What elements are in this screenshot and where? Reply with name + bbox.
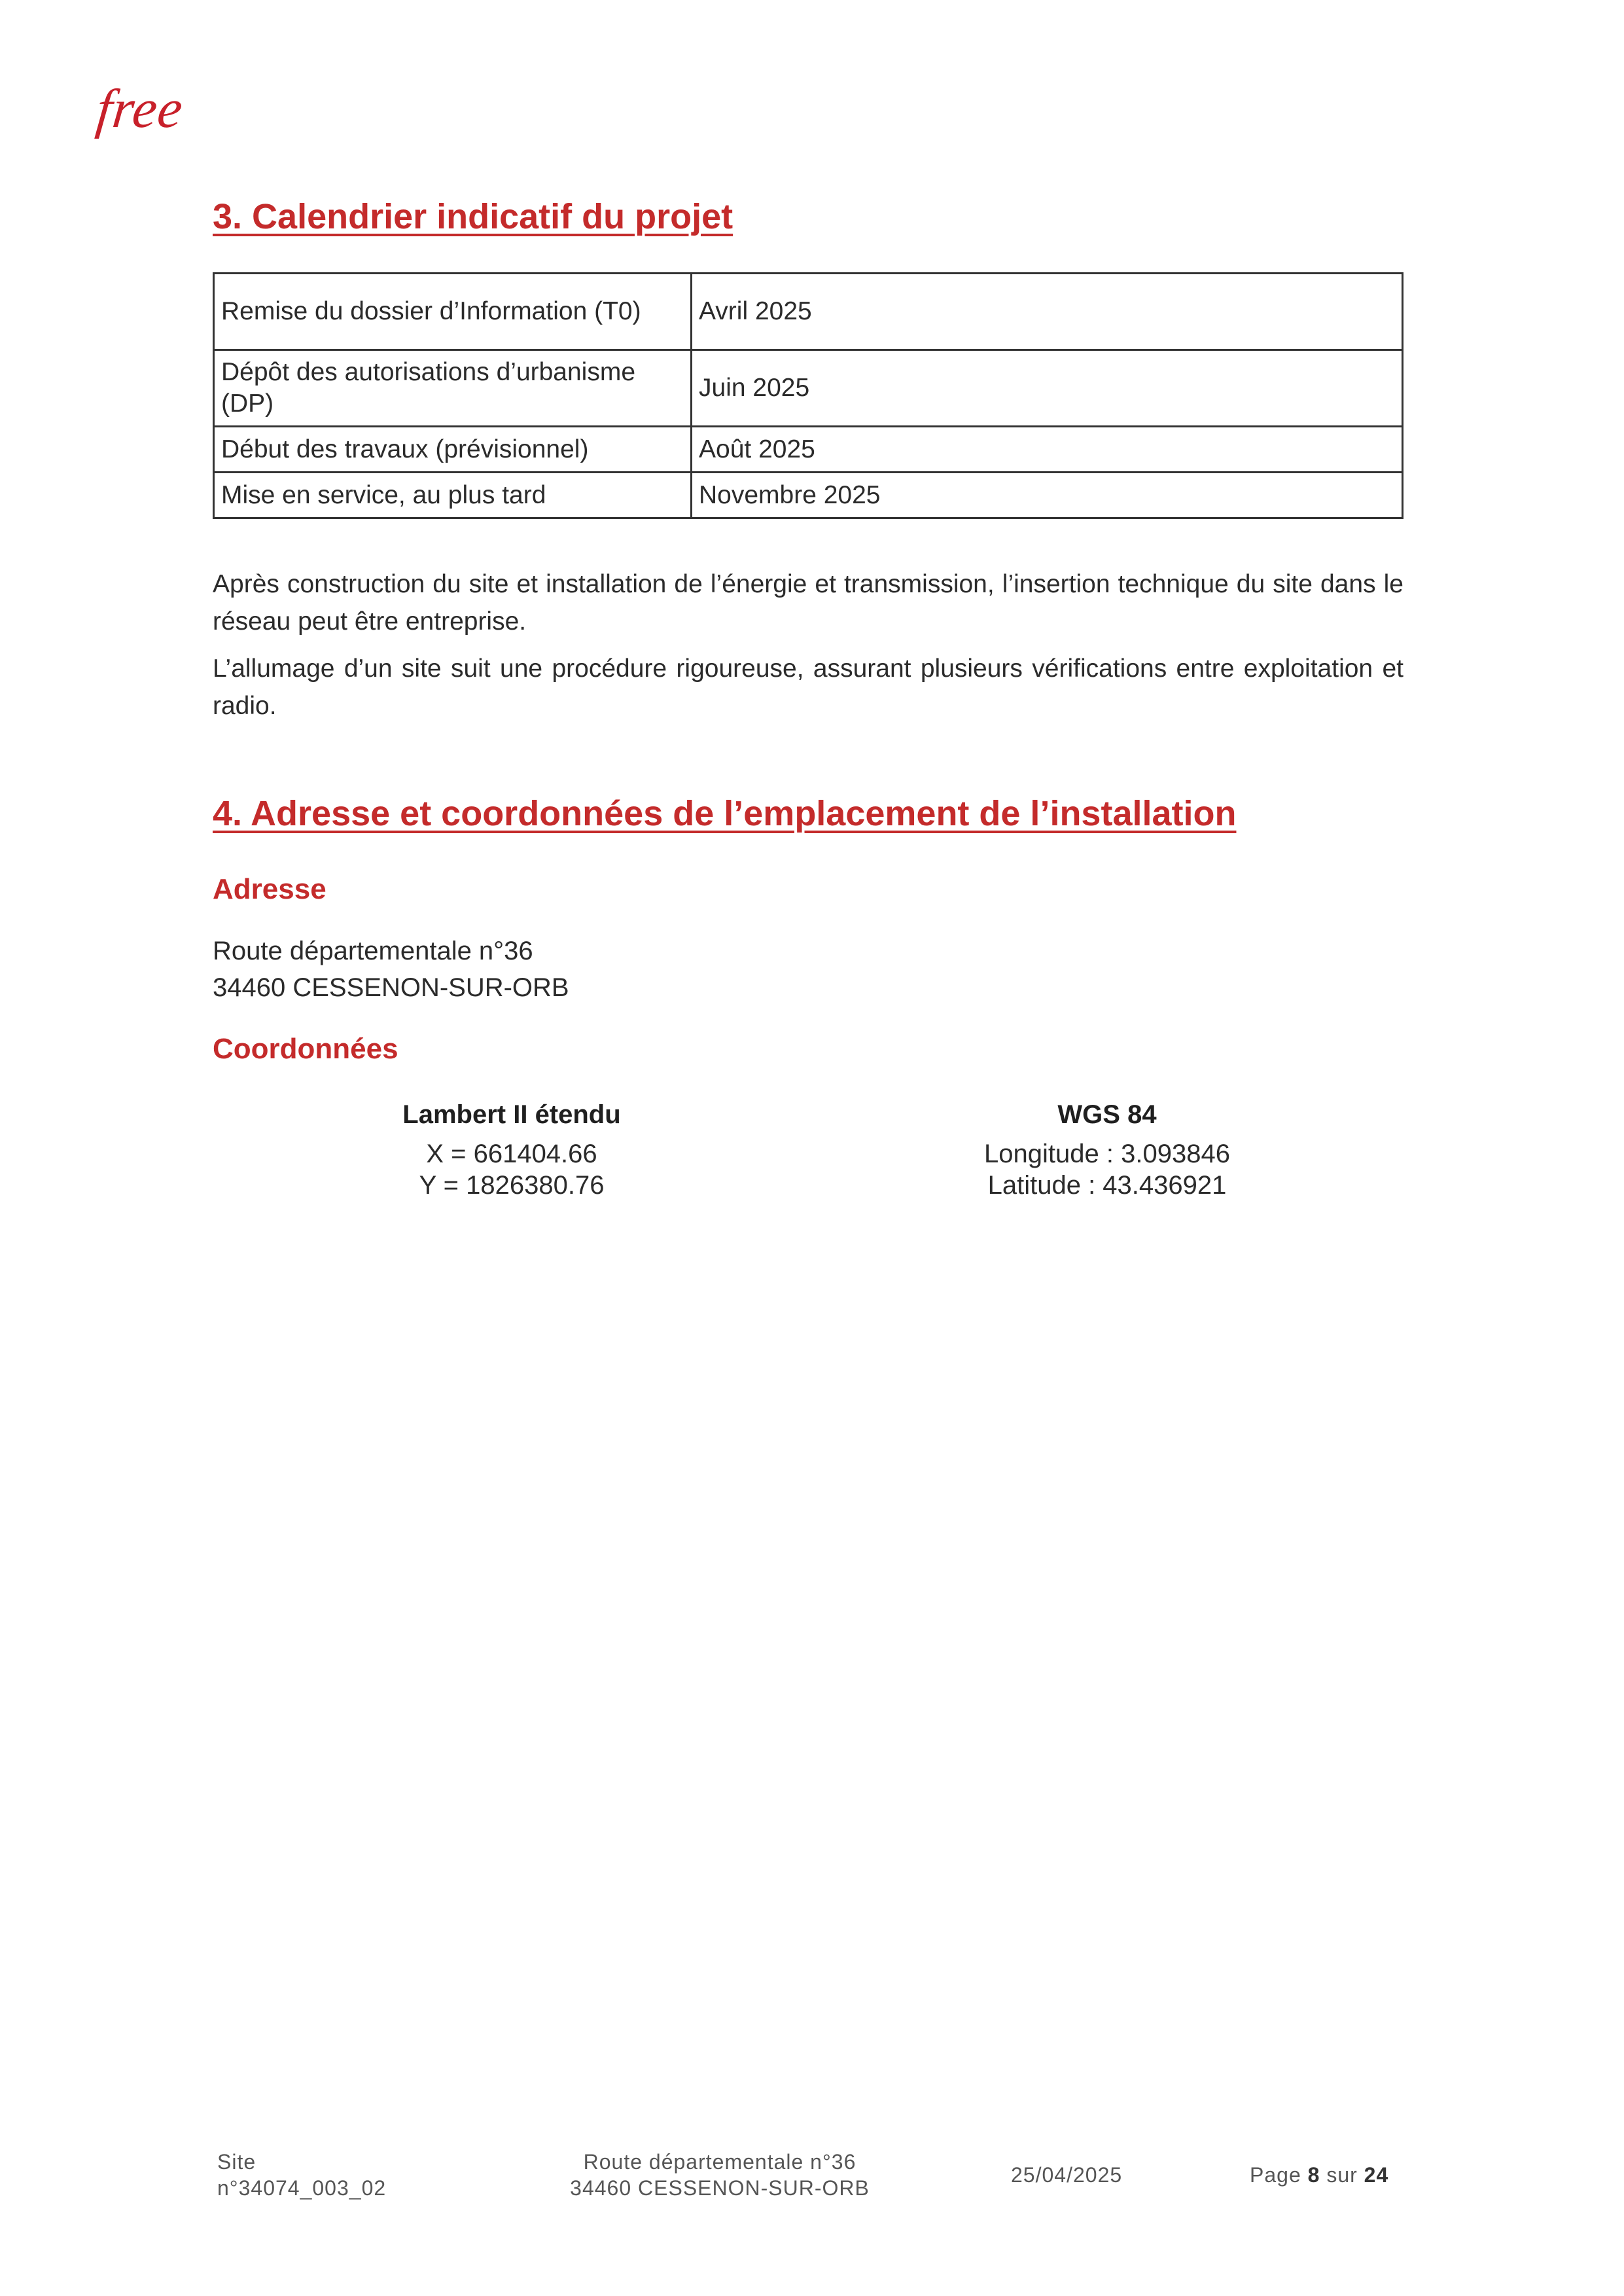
footer-site-label: Site <box>217 2150 256 2174</box>
coordinates-heading: Coordonnées <box>213 1033 398 1065</box>
calendar-label: Remise du dossier d’Information (T0) <box>214 274 692 350</box>
footer-address-line-2: 34460 CESSENON-SUR-ORB <box>570 2176 870 2200</box>
paragraph-insertion: Après construction du site et installation de l’énergie et transmission, l’insertion technique du site dans le réseau peut être entreprise. <box>213 570 1403 636</box>
lambert-y: Y = 1826380.76 <box>419 1171 605 1200</box>
project-calendar-table <box>213 272 1403 519</box>
calendar-label: Dépôt des autorisations d’urbanisme (DP) <box>214 350 692 427</box>
address-block <box>213 933 569 1006</box>
footer-site-id: n°34074_003_02 <box>217 2176 387 2200</box>
footer-date: 25/04/2025 <box>1011 2163 1123 2187</box>
page-total: 24 <box>1364 2163 1389 2187</box>
address-heading: Adresse <box>213 873 327 905</box>
footer-address-line-1: Route départementale n°36 <box>583 2150 856 2174</box>
lambert-title: Lambert II étendu <box>402 1100 621 1129</box>
lambert-x: X = 661404.66 <box>426 1139 597 1168</box>
calendar-value: Novembre 2025 <box>692 473 1403 518</box>
calendar-label: Mise en service, au plus tard <box>214 473 692 518</box>
footer-address <box>556 2149 883 2201</box>
address-line-2: 34460 CESSENON-SUR-ORB <box>213 973 569 1002</box>
calendar-value: Juin 2025 <box>692 350 1403 427</box>
section-3-title: 3. Calendrier indicatif du projet <box>213 197 733 236</box>
footer-page-number <box>1250 2162 1388 2188</box>
page-prefix: Page <box>1250 2163 1301 2187</box>
address-line-1: Route départementale n°36 <box>213 937 533 965</box>
free-logo: free <box>94 79 186 139</box>
table-row <box>214 473 1403 518</box>
table-row <box>214 427 1403 473</box>
calendar-value: Août 2025 <box>692 427 1403 473</box>
wgs84-longitude: Longitude : 3.093846 <box>984 1139 1230 1168</box>
wgs84-title: WGS 84 <box>1057 1100 1157 1129</box>
wgs84-latitude: Latitude : 43.436921 <box>987 1171 1227 1200</box>
table-row <box>214 274 1403 350</box>
section-4-title: 4. Adresse et coordonnées de l’emplacement de l’installation <box>213 794 1237 833</box>
page-mid: sur <box>1326 2163 1358 2187</box>
lambert-coordinates <box>283 1095 741 1201</box>
wgs84-coordinates <box>878 1095 1336 1201</box>
calendar-label: Début des travaux (prévisionnel) <box>214 427 692 473</box>
page-current: 8 <box>1307 2163 1320 2187</box>
calendar-value: Avril 2025 <box>692 274 1403 350</box>
table-row <box>214 350 1403 427</box>
footer-site <box>217 2149 386 2201</box>
paragraph-allumage: L’allumage d’un site suit une procédure rigoureuse, assurant plusieurs vérifications entre exploitation et radio. <box>213 655 1403 720</box>
